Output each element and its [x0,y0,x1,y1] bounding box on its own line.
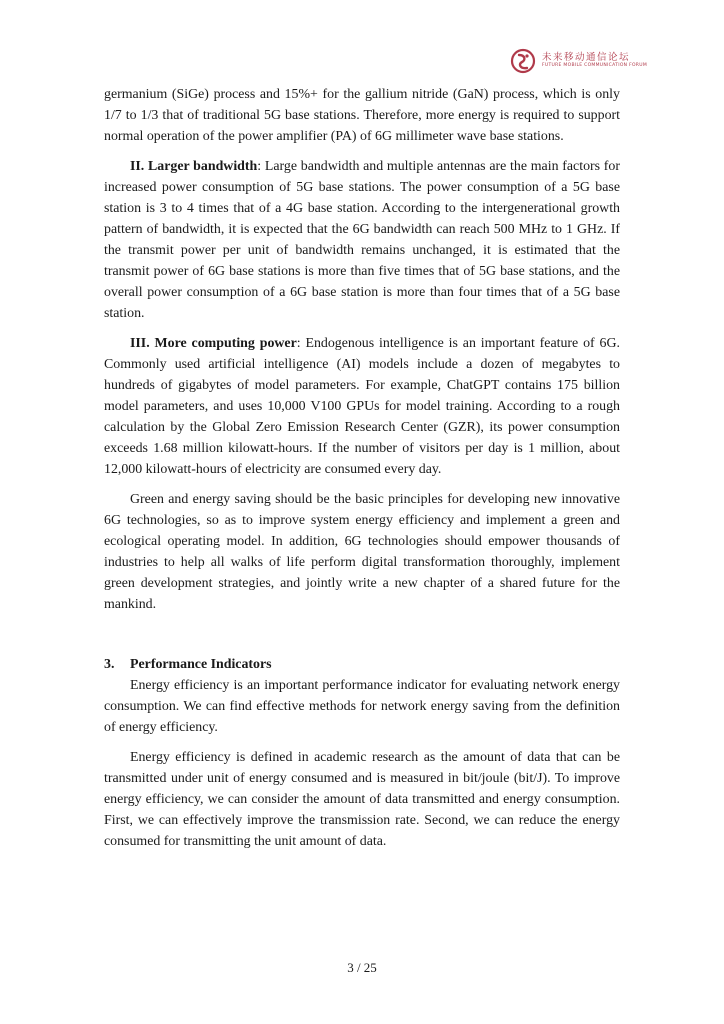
paragraph-larger-bandwidth [104,156,620,324]
section-number: 3. [104,657,115,672]
page-number: 3 / 25 [347,960,377,975]
paragraph-body: : Large bandwidth and multiple antennas are the main factors for increased power consumption of 5G base stations. The power consumption of a 5G base station is 3 to 4 times that of a 4G base station. According to the intergenerational growth pattern of bandwidth, it is expected that the 6G bandwidth can reach 500 MHz to 1 GHz. If the transmit power per unit of bandwidth remains unchanged, it is estimated that the transmit power of 6G base stations is more than five times that of 5G base stations, and the overall power consumption of a 6G base station is more than four times that of a 5G base station. [104,159,620,321]
paragraph-green-energy: Green and energy saving should be the basic principles for developing new innovative 6G technologies, so as to improve system energy efficiency and implement a green and ecological operating model. In addition, 6G technologies should empower thousands of industries to help all walks of life perform digital transformation thoroughly, implement green development strategies, and jointly write a new chapter of a shared future for the mankind. [104,492,620,612]
section-heading [104,654,620,675]
logo-english-text: FUTURE MOBILE COMMUNICATION FORUM [542,63,647,68]
paragraph-lead: III. More computing power [130,336,297,351]
body-text [104,84,620,861]
forum-emblem-icon [510,48,536,74]
paragraph-lead: II. Larger bandwidth [130,159,258,174]
paragraph-continued: germanium (SiGe) process and 15%+ for the gallium nitride (GaN) process, which is only 1/7 to 1/3 that of traditional 5G base stations. Therefore, more energy is required to support normal operation of the power amplifier (PA) of 6G millimeter wave base stations. [104,87,620,144]
section-title: Performance Indicators [130,657,272,672]
paragraph-energy-efficiency-definition: Energy efficiency is defined in academic research as the amount of data that can be transmitted under unit of energy consumed and is measured in bit/joule (bit/J). To improve energy efficiency, we can consider the amount of data transmitted and energy consumption. First, we can effectively improve the transmission rate. Second, we can reduce the energy consumed for transmitting the unit amount of data. [104,750,620,849]
paragraph-computing-power [104,333,620,480]
section-spacer [104,624,620,654]
logo-chinese-text: 未来移动通信论坛 [542,52,631,63]
paragraph-body: : Endogenous intelligence is an important feature of 6G. Commonly used artificial intelligence (AI) models include a dozen of megabytes to hundreds of gigabytes of model parameters. For example, ChatGPT contains 175 billion model parameters, and uses 10,000 V100 GPUs for model training. According to a rough calculation by the Global Zero Emission Research Center (GZR), its power consumption exceeds 1.68 million kilowatt-hours. If the number of visitors per day is 1 million, about 12,000 kilowatt-hours of electricity are consumed every day. [104,336,620,477]
paragraph-energy-efficiency-intro: Energy efficiency is an important performance indicator for evaluating network energy consumption. We can find effective methods for network energy saving from the definition of energy efficiency. [104,678,620,735]
forum-logo [510,48,647,74]
